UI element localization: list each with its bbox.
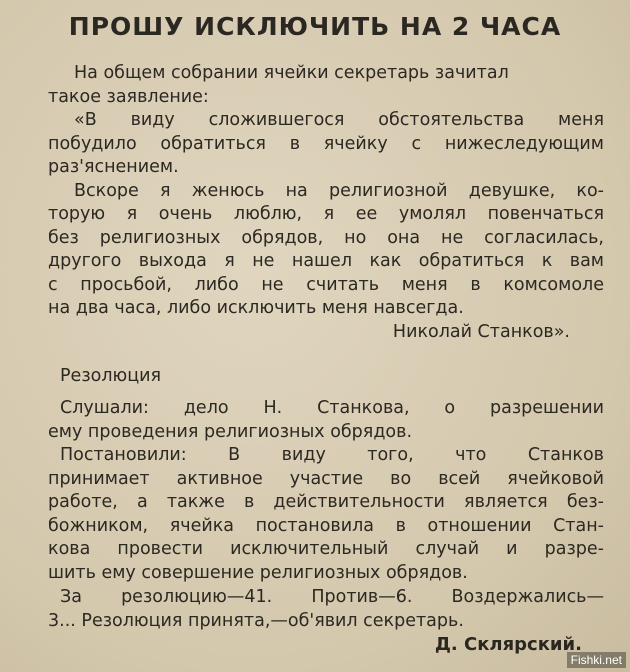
decided-line: принимает активное участие во всей ячейковой <box>48 468 604 489</box>
decided-paragraph <box>48 444 604 585</box>
author-signature: Д. Склярский. <box>434 634 582 655</box>
decided-line: шить ему совершение религиозных обрядов. <box>48 562 468 583</box>
vote-line: За резолюцию—41. Против—6. Воздержались— <box>60 587 604 607</box>
heard-line: Слушали: дело Н. Станкова, о разрешении <box>60 398 604 418</box>
vote-line: 3... Резолюция принята,—об'явил секретарь. <box>48 610 464 631</box>
statement-line: с просьбой, либо не считать меня в комсомоле <box>48 274 604 295</box>
site-watermark: Fishki.net <box>567 652 626 668</box>
decided-line: Постановили: В виду того, что Станков <box>60 445 604 465</box>
statement-author: Николай Станков». <box>392 321 570 342</box>
statement-paragraph <box>48 109 604 344</box>
statement-line: побудило обратиться в ячейку с нижеследующим <box>48 133 604 154</box>
statement-line: на два часа, либо исключить меня навсегда. <box>48 298 464 318</box>
statement-line: «В виду сложившегося обстоятельства меня <box>74 110 604 130</box>
statement-line: другого выхода я не нашел как обратиться к вам <box>48 251 604 271</box>
statement-line: Вскоре я женюсь на религиозной девушке, ко- <box>74 180 604 201</box>
decided-line: кова провести исключительный случай и разре- <box>48 539 604 559</box>
resolution-heading-block <box>48 365 604 389</box>
intro-line: На общем собрании ячейки секретарь зачитал <box>74 63 509 83</box>
heard-line: ему проведения религиозных обрядов. <box>48 421 413 442</box>
heard-paragraph <box>48 397 604 444</box>
vote-paragraph <box>48 586 604 633</box>
intro-paragraph <box>48 62 604 109</box>
statement-line: торую я очень люблю, я ее умолял повенчаться <box>48 204 604 224</box>
intro-line: такое заявление: <box>48 86 209 107</box>
decided-line: божником, ячейка постановила в отношении Стан- <box>48 515 604 536</box>
decided-line: работе, а также в действительности является без- <box>48 492 604 512</box>
statement-line: без религиозных обрядов, но она не согласилась, <box>48 227 604 248</box>
resolution-title: Резолюция <box>60 366 162 386</box>
statement-line: раз'яснением. <box>48 157 179 177</box>
article-headline: ПРОШУ ИСКЛЮЧИТЬ НА 2 ЧАСА <box>68 12 562 41</box>
